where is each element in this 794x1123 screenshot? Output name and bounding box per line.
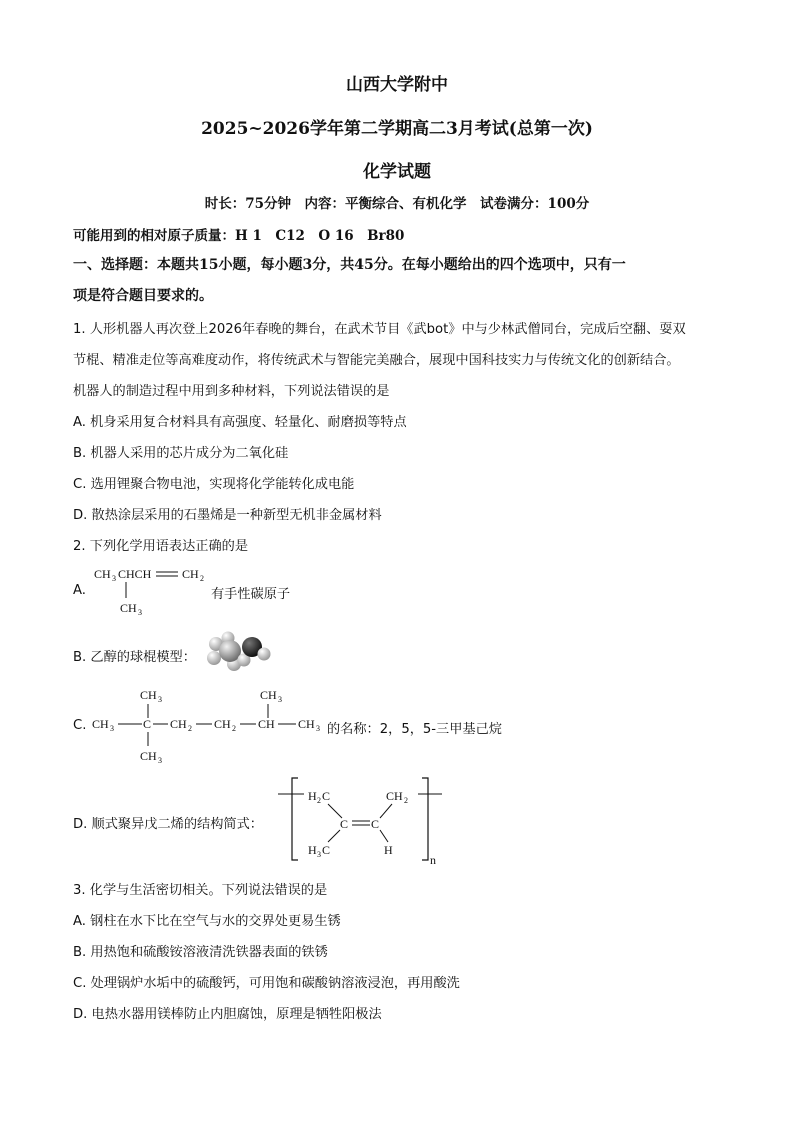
svg-text:2: 2 (317, 796, 321, 805)
q3-option-c: C. 处理锅炉水垢中的硫酸钙，可用饱和碳酸钠溶液浸泡，再用酸洗 (73, 976, 460, 991)
q1-option-a: A. 机身采用复合材料具有高强度、轻量化、耐磨损等特点 (73, 415, 407, 430)
svg-text:2: 2 (188, 724, 192, 733)
q2-option-c-text: 的名称：2，5，5-三甲基己烷 (327, 722, 502, 737)
svg-text:C: C (340, 817, 349, 831)
exam-info: 时长：75分钟 内容：平衡综合、有机化学 试卷满分：100分 (204, 196, 590, 212)
svg-text:C: C (143, 717, 152, 731)
svg-text:CH: CH (386, 789, 403, 803)
q2-option-d-label: D. 顺式聚异戊二烯的结构简式： (73, 817, 263, 832)
svg-text:3: 3 (112, 574, 116, 583)
svg-text:n: n (430, 853, 436, 866)
svg-text:2: 2 (404, 796, 408, 805)
q1-option-c: C. 选用锂聚合物电池，实现将化学能转化成电能 (73, 477, 355, 492)
svg-text:3: 3 (316, 724, 320, 733)
q2-option-c-structure (90, 682, 330, 764)
svg-text:3: 3 (138, 608, 142, 617)
svg-text:3: 3 (158, 756, 162, 764)
svg-text:C: C (322, 843, 331, 857)
svg-text:CH: CH (94, 567, 111, 581)
q1-option-d: D. 散热涂层采用的石墨烯是一种新型无机非金属材料 (73, 508, 382, 523)
svg-text:C: C (322, 789, 331, 803)
subject-title: 化学试题 (363, 162, 431, 182)
q2-option-c-label: C. (73, 718, 87, 733)
q2-stem: 2. 下列化学用语表达正确的是 (73, 539, 249, 554)
q3-stem: 3. 化学与生活密切相关。下列说法错误的是 (73, 883, 328, 898)
ethanol-ball-stick-model-icon (204, 630, 272, 672)
svg-text:H: H (384, 843, 393, 857)
q1-stem-line3: 机器人的制造过程中用到多种材料，下列说法错误的是 (73, 384, 390, 399)
q2-option-b-label: B. 乙醇的球棍模型： (73, 650, 196, 665)
svg-text:3: 3 (110, 724, 114, 733)
svg-text:CHCH: CHCH (118, 567, 152, 581)
q3-option-d: D. 电热水器用镁棒防止内胆腐蚀，原理是牺牲阳极法 (73, 1007, 382, 1022)
svg-text:2: 2 (200, 574, 204, 583)
section-heading-line2: 项是符合题目要求的。 (73, 288, 213, 304)
q2-option-d-structure (270, 772, 450, 866)
q3-option-a: A. 钢柱在水下比在空气与水的交界处更易生锈 (73, 914, 341, 929)
svg-text:3: 3 (317, 850, 321, 859)
svg-text:CH: CH (120, 601, 137, 615)
svg-text:H: H (308, 789, 317, 803)
q1-stem-line1: 1. 人形机器人再次登上2026年春晚的舞台，在武术节目《武bot》中与少林武僧同台，完成后空翻、耍双 (73, 322, 686, 337)
svg-text:CH: CH (170, 717, 187, 731)
svg-text:CH: CH (214, 717, 231, 731)
svg-text:H: H (308, 843, 317, 857)
q2-option-a-structure (92, 562, 212, 618)
svg-text:3: 3 (158, 695, 162, 704)
q2-option-a-text: 有手性碳原子 (211, 587, 291, 602)
q1-stem-line2: 节棍、精准走位等高难度动作，将传统武术与智能完美融合，展现中国科技实力与传统文化的创新结合。 (73, 353, 680, 368)
svg-text:3: 3 (278, 695, 282, 704)
exam-title: 2025~2026学年第二学期高二3月考试(总第一次) (201, 119, 593, 139)
q1-option-b: B. 机器人采用的芯片成分为二氧化硅 (73, 446, 289, 461)
atomic-masses: 可能用到的相对原子质量：H 1 C12 O 16 Br80 (73, 228, 405, 244)
svg-text:2: 2 (232, 724, 236, 733)
svg-text:CH: CH (140, 749, 157, 763)
svg-text:CH: CH (258, 717, 275, 731)
svg-text:CH: CH (182, 567, 199, 581)
q3-option-b: B. 用热饱和硫酸铵溶液清洗铁器表面的铁锈 (73, 945, 328, 960)
svg-text:CH: CH (298, 717, 315, 731)
section-heading-line1: 一、选择题：本题共15小题，每小题3分，共45分。在每小题给出的四个选项中，只有一 (73, 257, 626, 273)
school-title: 山西大学附中 (346, 75, 448, 95)
svg-text:CH: CH (140, 688, 157, 702)
q2-option-a-label: A. (73, 583, 86, 598)
svg-text:CH: CH (260, 688, 277, 702)
svg-text:CH: CH (92, 717, 109, 731)
svg-text:C: C (371, 817, 380, 831)
